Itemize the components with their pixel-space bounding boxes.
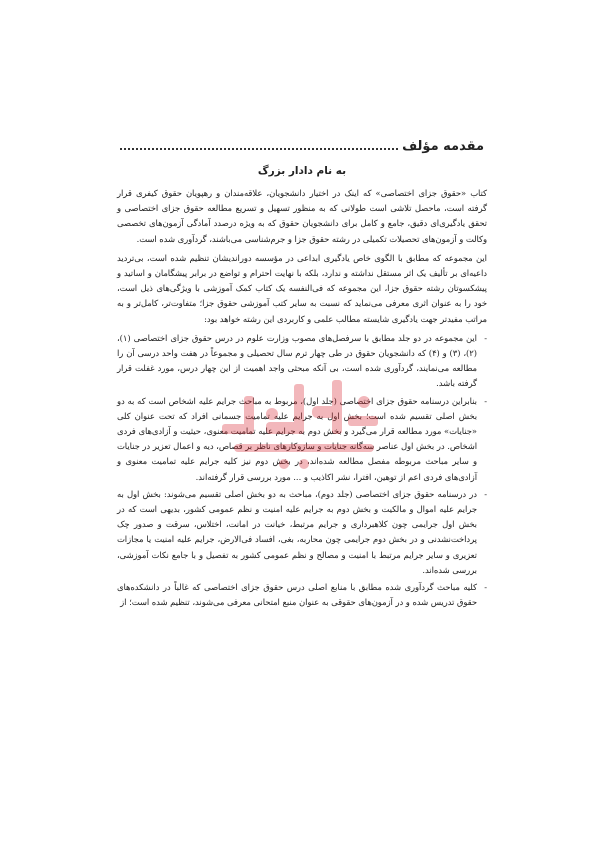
feature-list — [117, 331, 487, 611]
list-item: - در درسنامه حقوق جزای اختصاصی (جلد دوم)، مباحث به دو بخش اصلی تقسیم می‌شوند: بخش اول به جرایم علیه اموال و مالکیت و بخش دوم به جرایم علیه امنیت و نظم عمومی کشور، بدیهی است که در بخش اول جرایمی چون کلاهبرداری و جرایم مرتبط، خیانت در امانت، اختلاس، سرقت و صدور چک پرداخت‌نشدنی و در بخش دوم جرایمی چون محاربه، بغی، افساد فی‌الارض، جرایم علیه امنیت یا مجازات تعزیری و سایر جرایم مرتبط با امنیت و مصالح و نظم عمومی کشور به تفصیل و با جامع نکات آموزشی، بررسی شده‌اند. — [117, 487, 487, 578]
chapter-heading: مقدمه مؤلف — [402, 139, 484, 154]
preface-body — [117, 186, 487, 612]
chapter-heading-row — [120, 134, 484, 154]
list-item: - کلیه مباحث گردآوری شده مطابق با منابع اصلی درس حقوق جزای اختصاصی که غالباً در دانشکده‌های حقوق تدریس شده و در آزمون‌های حقوقی به عنوان منبع امتحانی معرفی می‌شوند، تنظیم شده است؛ از — [117, 580, 487, 610]
list-item: - بنابراین درسنامه حقوق جزای اختصاصی (جلد اول)، مربوط به مباحث جرایم علیه اشخاص است که به دو بخش اصلی تقسیم شده است؛ بخش اول به جرایم علیه تمامیت جسمانی افراد که تحت عنوان کلی «جنایات» مورد مطالعه قرار می‌گیرد و بخش دوم به جرایم علیه تمامیت معنوی، حیثیت و آزادی‌های فردی اشخاص. در بخش اول عناصر سه‌گانه جنایات و سازوکارهای ناظر بر قصاص، دیه و اعمال تعزیر در جنایات و سایر مباحث مربوطه مفصل مطالعه شده‌اند، در بخش دوم نیز کلیه جرایم علیه تمامیت معنوی و آزادی‌های فردی اعم از توهین، افترا، نشر اکاذیب و ... مورد بررسی قرار گرفته‌اند. — [117, 394, 487, 485]
list-item: - این مجموعه در دو جلد مطابق با سرفصل‌های مصوب وزارت علوم در درس حقوق جزای اختصاصی (۱)، (۲)، (۳) و (۴) که دانشجویان حقوق در طی چهار ترم سال تحصیلی و مجموعاً در هفت واحد درسی آن را مطالعه می‌نمایند، گردآوری شده است، بی آنکه مبحثی واجد اهمیت از این چهار درس، مورد غفلت قرار گرفته باشد. — [117, 331, 487, 392]
paragraph: این مجموعه که مطابق با الگوی خاص یادگیری ابداعی در مؤسسه دوراندیشان تنظیم شده است، بی‌تردید داعیه‌ای بر تألیف یک اثر مستقل نداشته و ندارد، بلکه با نهایت احترام و تواضع در برابر پیشگامان و اساتید و پیشکسوتان رشته حقوق جزا، این مجموعه که فی‌النفسه یک کتاب کمک آموزشی با ویژگی‌های ذیل است، خود را به عنوان اثری معرفی می‌نماید که نسبت به سایر کتب آموزشی حقوق جزا؛ متفاوت‌تر، کامل‌تر و به مراتب مفیدتر جهت یادگیری شایسته مطالب علمی و کاربردی این رشته خواهد بود: — [117, 252, 487, 324]
invocation-subtitle: به نام دادار بزرگ — [257, 165, 347, 177]
heading-dotted-leader — [120, 148, 398, 150]
paragraph: کتاب «حقوق جزای اختصاصی» که اینک در اختیار دانشجویان، علاقه‌مندان و رهپویان حقوق کیفری قرار گرفته است، ماحصل تلاشی است طولانی که به منظور تسهیل و تسریع مطالعه حقوق جزای اختصاصی و تحقق یادگیری‌ای دقیق، جامع و کامل برای دانشجویان حقوق که به ویژه درصدد آمادگی آزمون‌های تخصصی وکالت و آزمون‌های تحصیلات تکمیلی در رشته حقوق جزا و جرم‌شناسی می‌باشند، گردآوری شده است. — [117, 188, 487, 244]
